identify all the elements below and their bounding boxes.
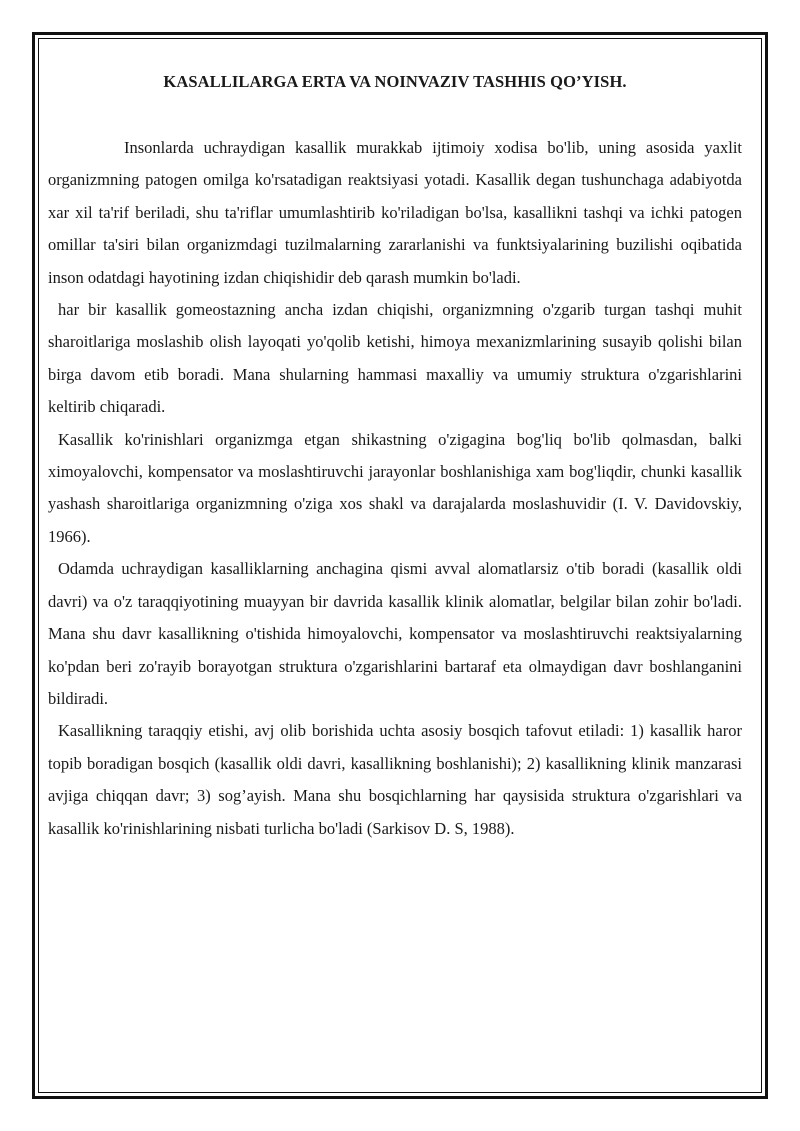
- document-content: [48, 72, 742, 845]
- paragraph-5: Kasallikning taraqqiy etishi, avj olib borishida uchta asosiy bosqich tafovut etiladi: 1) kasallik haror topib boradigan bosqich (kasallik oldi davri, kasallikning boshlanishi); 2) kasallikning klinik manzarasi avjiga chiqqan davr; 3) sog’ayish. Mana shu bosqichlarning har qaysisida struktura o'zgarishlari va kasallik ko'rinishlarining nisbati turlicha bo'ladi (Sarkisov D. S, 1988).: [48, 721, 742, 838]
- paragraph-2: har bir kasallik gomeostazning ancha izdan chiqishi, organizmning o'zgarib turgan tashqi muhit sharoitlariga moslashib olish layoqati yo'qolib ketishi, himoya mexanizmlarining susayib qolishi bilan birga davom etib boradi. Mana shularning hammasi maxalliy va umumiy struktura o'zgarishlarini keltirib chiqaradi.: [48, 300, 742, 417]
- paragraph-3: Kasallik ko'rinishlari organizmga etgan shikastning o'zigagina bog'liq bo'lib qolmasdan, balki ximoyalovchi, kompensator va moslashtiruvchi jarayonlar boshlanishiga xam bog'liqdir, chunki kasallik yashash sharoitlariga organizmning o'ziga xos shakl va darajalarda moslashuvidir (I. V. Davidovskiy, 1966).: [48, 429, 742, 546]
- document-body: [48, 132, 742, 845]
- paragraph-4: Odamda uchraydigan kasalliklarning anchagina qismi avval alomatlarsiz o'tib boradi (kasallik oldi davri) va o'z taraqqiyotining muayyan bir davrida kasallik klinik alomatlar, belgilar bilan zohir bo'ladi. Mana shu davr kasallikning o'tishida himoyalovchi, kompensator va moslashtiruvchi reaktsiyalarning ko'pdan beri zo'rayib borayotgan struktura o'zgarishlarini bartaraf eta olmaydigan davr boshlanganini bildiradi.: [48, 559, 742, 708]
- document-title: KASALLILARGA ERTA VA NOINVAZIV TASHHIS QO’YISH.: [163, 72, 627, 91]
- paragraph-1: Insonlarda uchraydigan kasallik murakkab ijtimoiy xodisa bo'lib, uning asosida yaxlit organizmning patogen omilga ko'rsatadigan reaktsiyasi yotadi. Kasallik degan tushunchaga adabiyotda xar xil ta'rif beriladi, shu ta'riflar umumlashtirib ko'riladigan bo'lsa, kasallikni tashqi va ichki patogen omillar ta'siri bilan organizmdagi tuzilmalarning zararlanishi va funktsiyalarining buzilishi oqibatida inson odatdagi hayotining izdan chiqishidir deb qarash mumkin bo'ladi.: [48, 138, 742, 287]
